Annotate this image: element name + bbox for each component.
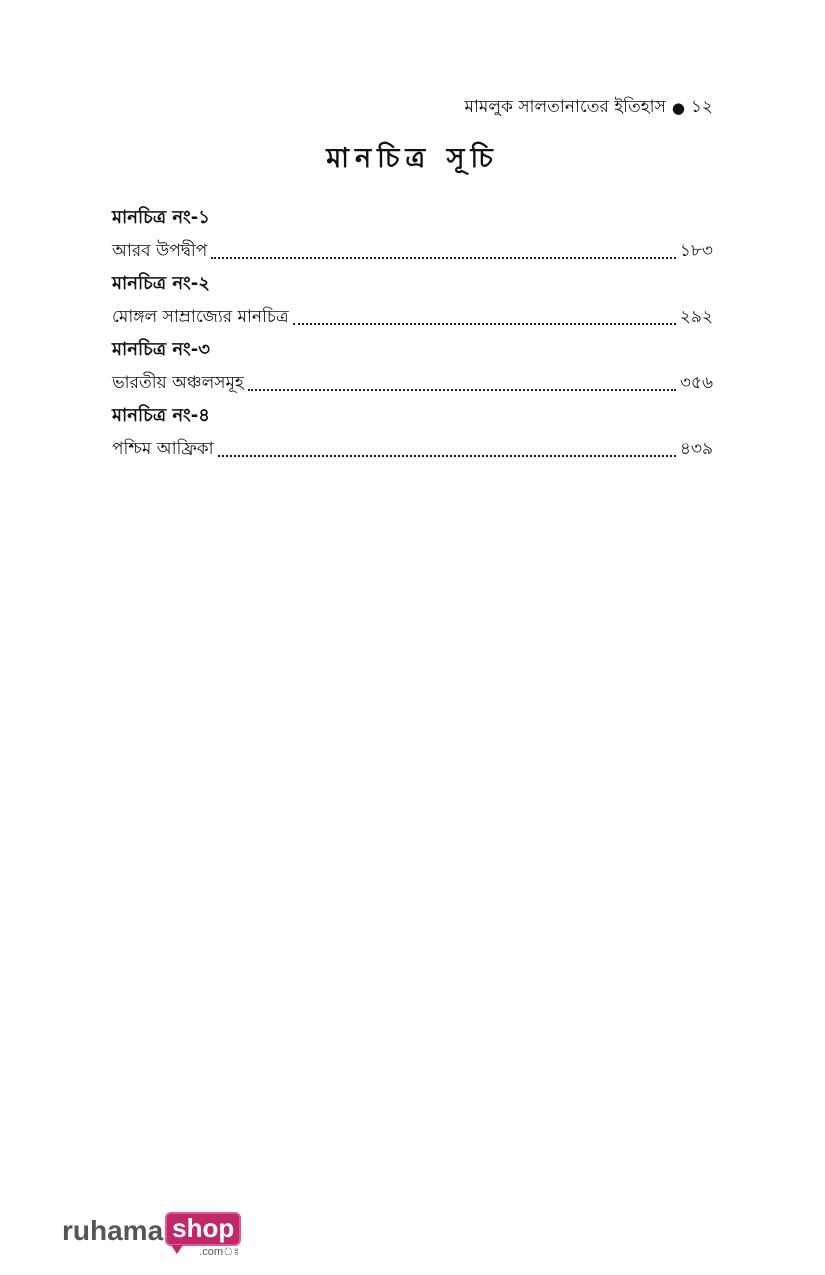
entry-title: আরব উপদ্বীপ <box>112 241 208 261</box>
map-heading: মানচিত্র নং-১ <box>112 207 210 228</box>
logo-text-domain: .comঃ <box>199 1246 240 1258</box>
running-title: মামলুক সালতানাতের ইতিহাস <box>464 97 666 117</box>
toc-entry <box>112 431 713 467</box>
entry-page-number: ২৯২ <box>679 307 713 327</box>
bullet-separator: ● <box>671 99 685 117</box>
entry-title: ভারতীয় অঞ্চলসমূহ <box>112 373 244 393</box>
toc-entry <box>112 365 713 401</box>
logo-shop-badge <box>165 1212 241 1258</box>
dot-leader <box>211 255 676 259</box>
speech-bubble-tail-icon <box>171 1245 183 1254</box>
toc-section <box>112 203 713 269</box>
logo-text-shop: shop <box>165 1212 241 1246</box>
toc-section <box>112 335 713 401</box>
map-index-list <box>112 203 713 467</box>
page-title: মানচিত্র সূচি <box>326 143 499 174</box>
map-heading: মানচিত্র নং-৩ <box>112 339 210 360</box>
entry-page-number: ১৮৩ <box>679 241 713 261</box>
map-heading: মানচিত্র নং-৪ <box>112 405 210 426</box>
toc-section <box>112 401 713 467</box>
entry-title: পশ্চিম আফ্রিকা <box>112 439 214 459</box>
ruhamashop-logo <box>62 1212 241 1258</box>
toc-section <box>112 269 713 335</box>
entry-page-number: ৪৩৯ <box>679 439 713 459</box>
dot-leader <box>248 387 676 391</box>
running-header <box>465 94 713 122</box>
toc-entry <box>112 299 713 335</box>
entry-title: মোঙ্গল সাম্রাজ্যের মানচিত্র <box>112 307 289 327</box>
entry-page-number: ৩৫৬ <box>679 373 713 393</box>
map-heading: মানচিত্র নং-২ <box>112 273 210 294</box>
logo-text-ruhama: ruhama <box>62 1215 164 1246</box>
dot-leader <box>293 321 676 325</box>
dot-leader <box>218 453 676 457</box>
page-number: ১২ <box>690 97 713 117</box>
toc-entry <box>112 233 713 269</box>
